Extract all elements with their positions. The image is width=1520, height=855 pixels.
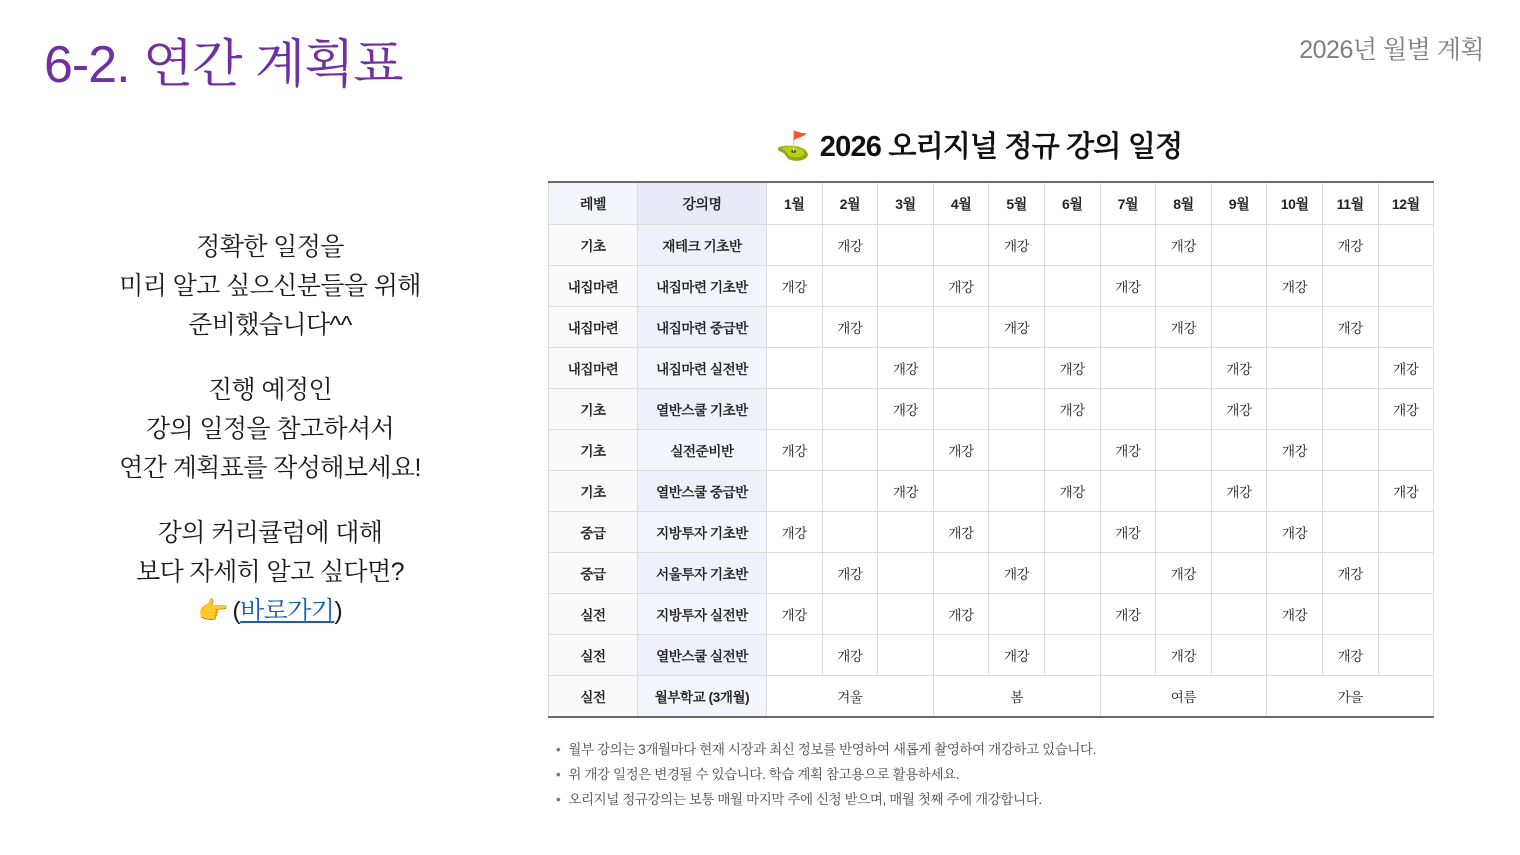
- cell-level: 기초: [549, 389, 638, 430]
- cell-month-6: [1044, 594, 1100, 635]
- cell-month-10: 개강: [1267, 512, 1323, 553]
- cell-month-12: 개강: [1378, 389, 1434, 430]
- cell-month-1: [767, 348, 823, 389]
- cell-month-1: [767, 307, 823, 348]
- cell-season-4: 가을: [1267, 676, 1434, 718]
- cell-course-name: 서울투자 기초반: [638, 553, 767, 594]
- column-header-course: 강의명: [638, 182, 767, 225]
- cell-course-name: 실전준비반: [638, 430, 767, 471]
- cell-month-5: [989, 512, 1045, 553]
- cell-month-4: 개강: [933, 512, 989, 553]
- footnotes: [556, 738, 1436, 813]
- cell-season-1: 겨울: [767, 676, 934, 718]
- cell-month-2: [822, 389, 878, 430]
- narrative-paragraph-2: 진행 예정인 강의 일정을 참고하셔서 연간 계획표를 작성해보세요!: [119, 376, 421, 482]
- cell-month-8: 개강: [1156, 635, 1212, 676]
- cell-month-1: [767, 553, 823, 594]
- column-header-month-6: 6월: [1044, 182, 1100, 225]
- column-header-month-10: 10월: [1267, 182, 1323, 225]
- column-header-month-8: 8월: [1156, 182, 1212, 225]
- cell-month-8: [1156, 430, 1212, 471]
- table-row: [549, 225, 1434, 266]
- cell-month-9: [1211, 594, 1267, 635]
- cell-month-7: 개강: [1100, 512, 1156, 553]
- cell-month-8: [1156, 389, 1212, 430]
- cell-month-12: [1378, 553, 1434, 594]
- cell-month-1: 개강: [767, 594, 823, 635]
- footnote-2-text: 위 개강 일정은 변경될 수 있습니다. 학습 계획 참고용으로 활용하세요.: [568, 766, 960, 782]
- cell-month-4: 개강: [933, 266, 989, 307]
- cell-month-5: [989, 594, 1045, 635]
- cell-level: 기초: [549, 430, 638, 471]
- cell-month-1: 개강: [767, 430, 823, 471]
- cell-month-10: [1267, 553, 1323, 594]
- cell-month-6: [1044, 266, 1100, 307]
- cell-month-8: [1156, 594, 1212, 635]
- cell-month-7: 개강: [1100, 430, 1156, 471]
- cell-course-name: 지방투자 실전반: [638, 594, 767, 635]
- cell-month-4: 개강: [933, 594, 989, 635]
- cell-month-4: [933, 471, 989, 512]
- cell-month-6: [1044, 430, 1100, 471]
- cell-month-5: [989, 266, 1045, 307]
- cell-month-10: [1267, 389, 1323, 430]
- bullet-glyph-3: •: [556, 791, 561, 807]
- cell-month-7: 개강: [1100, 594, 1156, 635]
- cell-month-5: 개강: [989, 553, 1045, 594]
- cell-month-9: [1211, 225, 1267, 266]
- schedule-card-title-text: 2026 오리지널 정규 강의 일정: [819, 131, 1183, 163]
- table-header-row: [549, 182, 1434, 225]
- cell-month-7: [1100, 635, 1156, 676]
- cell-month-6: 개강: [1044, 471, 1100, 512]
- narrative-paragraph-1: 정확한 일정을 미리 알고 싶으신분들을 위해 준비했습니다^^: [119, 233, 421, 339]
- cell-month-7: [1100, 389, 1156, 430]
- flag-icon: ⛳: [775, 129, 810, 161]
- column-header-month-7: 7월: [1100, 182, 1156, 225]
- column-header-month-2: 2월: [822, 182, 878, 225]
- cell-month-12: 개강: [1378, 348, 1434, 389]
- schedule-card-title: [548, 124, 1410, 165]
- cell-month-12: [1378, 307, 1434, 348]
- cell-month-3: 개강: [878, 471, 934, 512]
- cell-month-12: [1378, 512, 1434, 553]
- table-row: [549, 307, 1434, 348]
- column-header-month-4: 4월: [933, 182, 989, 225]
- link-close-paren: ): [334, 597, 343, 625]
- cell-month-12: [1378, 266, 1434, 307]
- table-row: [549, 635, 1434, 676]
- column-header-month-3: 3월: [878, 182, 934, 225]
- table-row: [549, 512, 1434, 553]
- cell-month-1: [767, 471, 823, 512]
- cell-month-6: [1044, 635, 1100, 676]
- cell-month-2: [822, 430, 878, 471]
- cell-month-3: [878, 635, 934, 676]
- table-row: [549, 430, 1434, 471]
- cell-month-2: [822, 348, 878, 389]
- cell-course-name: 열반스쿨 기초반: [638, 389, 767, 430]
- cell-month-9: 개강: [1211, 471, 1267, 512]
- table-row: [549, 471, 1434, 512]
- cell-month-7: [1100, 348, 1156, 389]
- cell-month-3: [878, 430, 934, 471]
- cell-month-2: [822, 512, 878, 553]
- cell-course-name: 열반스쿨 실전반: [638, 635, 767, 676]
- cell-level: 실전: [549, 635, 638, 676]
- cell-month-2: 개강: [822, 225, 878, 266]
- cell-month-11: [1322, 471, 1378, 512]
- cell-month-11: 개강: [1322, 553, 1378, 594]
- cell-month-10: [1267, 307, 1323, 348]
- cell-month-2: 개강: [822, 635, 878, 676]
- cell-month-3: 개강: [878, 348, 934, 389]
- pointing-hand-icon: 👉: [197, 597, 229, 625]
- curriculum-link[interactable]: 바로가기: [240, 597, 335, 625]
- cell-month-1: [767, 389, 823, 430]
- table-row: [549, 389, 1434, 430]
- cell-month-7: [1100, 225, 1156, 266]
- column-header-month-1: 1월: [767, 182, 823, 225]
- cell-month-7: [1100, 553, 1156, 594]
- cell-month-11: [1322, 512, 1378, 553]
- cell-month-12: [1378, 430, 1434, 471]
- cell-month-4: [933, 348, 989, 389]
- cell-month-5: [989, 471, 1045, 512]
- cell-month-2: [822, 471, 878, 512]
- cell-month-8: 개강: [1156, 307, 1212, 348]
- table-body: [549, 225, 1434, 718]
- cell-month-3: [878, 266, 934, 307]
- cell-month-1: 개강: [767, 266, 823, 307]
- footnote-1: [556, 738, 1436, 763]
- cell-month-12: [1378, 594, 1434, 635]
- cell-month-6: [1044, 553, 1100, 594]
- cell-course-name: 지방투자 기초반: [638, 512, 767, 553]
- cell-month-6: [1044, 512, 1100, 553]
- cell-course-name: 내집마련 기초반: [638, 266, 767, 307]
- cell-level: 중급: [549, 512, 638, 553]
- table-row: [549, 266, 1434, 307]
- cell-season-3: 여름: [1100, 676, 1267, 718]
- column-header-month-5: 5월: [989, 182, 1045, 225]
- cell-month-6: [1044, 225, 1100, 266]
- table-row: [549, 594, 1434, 635]
- cell-level: 실전: [549, 676, 638, 718]
- left-narrative-block: [30, 228, 510, 631]
- footnote-3: [556, 788, 1436, 813]
- cell-month-6: 개강: [1044, 389, 1100, 430]
- cell-month-4: [933, 307, 989, 348]
- cell-month-3: [878, 553, 934, 594]
- cell-course-name: 내집마련 중급반: [638, 307, 767, 348]
- cell-month-8: [1156, 512, 1212, 553]
- column-header-month-11: 11월: [1322, 182, 1378, 225]
- schedule-table: [548, 181, 1434, 718]
- cell-month-7: [1100, 471, 1156, 512]
- cell-month-3: 개강: [878, 389, 934, 430]
- column-header-level: 레벨: [549, 182, 638, 225]
- cell-month-7: [1100, 307, 1156, 348]
- cell-level: 기초: [549, 225, 638, 266]
- cell-month-10: [1267, 348, 1323, 389]
- cell-month-9: [1211, 266, 1267, 307]
- schedule-card: [548, 124, 1420, 718]
- cell-level: 내집마련: [549, 307, 638, 348]
- footnote-2: [556, 763, 1436, 788]
- cell-month-10: [1267, 471, 1323, 512]
- cell-month-6: 개강: [1044, 348, 1100, 389]
- cell-month-2: 개강: [822, 553, 878, 594]
- cell-month-2: 개강: [822, 307, 878, 348]
- cell-month-11: 개강: [1322, 307, 1378, 348]
- cell-month-12: [1378, 635, 1434, 676]
- page-title: 6-2. 연간 계획표: [44, 36, 403, 94]
- cell-month-11: [1322, 594, 1378, 635]
- cell-month-9: 개강: [1211, 389, 1267, 430]
- cell-month-10: [1267, 225, 1323, 266]
- cell-month-3: [878, 225, 934, 266]
- cell-month-12: 개강: [1378, 471, 1434, 512]
- cell-month-11: [1322, 389, 1378, 430]
- cell-month-9: [1211, 307, 1267, 348]
- cell-month-4: [933, 635, 989, 676]
- cell-month-9: [1211, 512, 1267, 553]
- table-row-season: [549, 676, 1434, 718]
- cell-course-name: 열반스쿨 중급반: [638, 471, 767, 512]
- cell-course-name: 재테크 기초반: [638, 225, 767, 266]
- cell-month-9: [1211, 635, 1267, 676]
- cell-month-12: [1378, 225, 1434, 266]
- table-row: [549, 553, 1434, 594]
- cell-month-4: [933, 553, 989, 594]
- cell-month-6: [1044, 307, 1100, 348]
- column-header-month-9: 9월: [1211, 182, 1267, 225]
- cell-month-1: [767, 635, 823, 676]
- cell-month-8: 개강: [1156, 225, 1212, 266]
- curriculum-link-row[interactable]: [30, 592, 510, 631]
- cell-month-4: [933, 389, 989, 430]
- cell-month-11: 개강: [1322, 635, 1378, 676]
- cell-level: 내집마련: [549, 348, 638, 389]
- cell-month-8: [1156, 471, 1212, 512]
- cell-season-2: 봄: [933, 676, 1100, 718]
- cell-month-4: 개강: [933, 430, 989, 471]
- cell-month-5: 개강: [989, 225, 1045, 266]
- cell-course-name: 월부학교 (3개월): [638, 676, 767, 718]
- cell-month-1: [767, 225, 823, 266]
- slide-header-subtitle: 2026년 월별 계획: [1299, 36, 1484, 64]
- cell-month-8: [1156, 348, 1212, 389]
- cell-month-11: [1322, 348, 1378, 389]
- cell-level: 실전: [549, 594, 638, 635]
- cell-month-8: [1156, 266, 1212, 307]
- narrative-paragraph-3: [30, 514, 510, 631]
- cell-month-3: [878, 512, 934, 553]
- cell-month-9: [1211, 553, 1267, 594]
- cell-month-7: 개강: [1100, 266, 1156, 307]
- bullet-glyph-2: •: [556, 766, 561, 782]
- cell-month-2: [822, 594, 878, 635]
- cell-month-10: 개강: [1267, 266, 1323, 307]
- footnote-1-text: 월부 강의는 3개월마다 현재 시장과 최신 정보를 반영하여 새롭게 촬영하여 개강하고 있습니다.: [568, 742, 1097, 757]
- column-header-month-12: 12월: [1378, 182, 1434, 225]
- cell-month-5: [989, 389, 1045, 430]
- narrative-paragraph-3-text: 강의 커리큘럼에 대해 보다 자세히 알고 싶다면?: [136, 519, 404, 586]
- table-row: [549, 348, 1434, 389]
- cell-month-10: 개강: [1267, 430, 1323, 471]
- cell-level: 기초: [549, 471, 638, 512]
- cell-month-3: [878, 307, 934, 348]
- cell-month-11: [1322, 430, 1378, 471]
- cell-month-4: [933, 225, 989, 266]
- bullet-glyph-1: •: [556, 742, 561, 757]
- cell-month-5: [989, 430, 1045, 471]
- cell-month-1: 개강: [767, 512, 823, 553]
- cell-month-3: [878, 594, 934, 635]
- cell-month-5: 개강: [989, 307, 1045, 348]
- cell-month-10: [1267, 635, 1323, 676]
- cell-month-11: [1322, 266, 1378, 307]
- cell-level: 중급: [549, 553, 638, 594]
- footnote-3-text: 오리지널 정규강의는 보통 매월 마지막 주에 신청 받으며, 매월 첫째 주에 개강합니다.: [568, 791, 1042, 807]
- cell-month-2: [822, 266, 878, 307]
- cell-month-5: 개강: [989, 635, 1045, 676]
- cell-month-5: [989, 348, 1045, 389]
- cell-month-9: 개강: [1211, 348, 1267, 389]
- cell-month-10: 개강: [1267, 594, 1323, 635]
- cell-level: 내집마련: [549, 266, 638, 307]
- cell-month-11: 개강: [1322, 225, 1378, 266]
- cell-month-8: 개강: [1156, 553, 1212, 594]
- cell-course-name: 내집마련 실전반: [638, 348, 767, 389]
- link-open-paren: (: [232, 597, 241, 625]
- cell-month-9: [1211, 430, 1267, 471]
